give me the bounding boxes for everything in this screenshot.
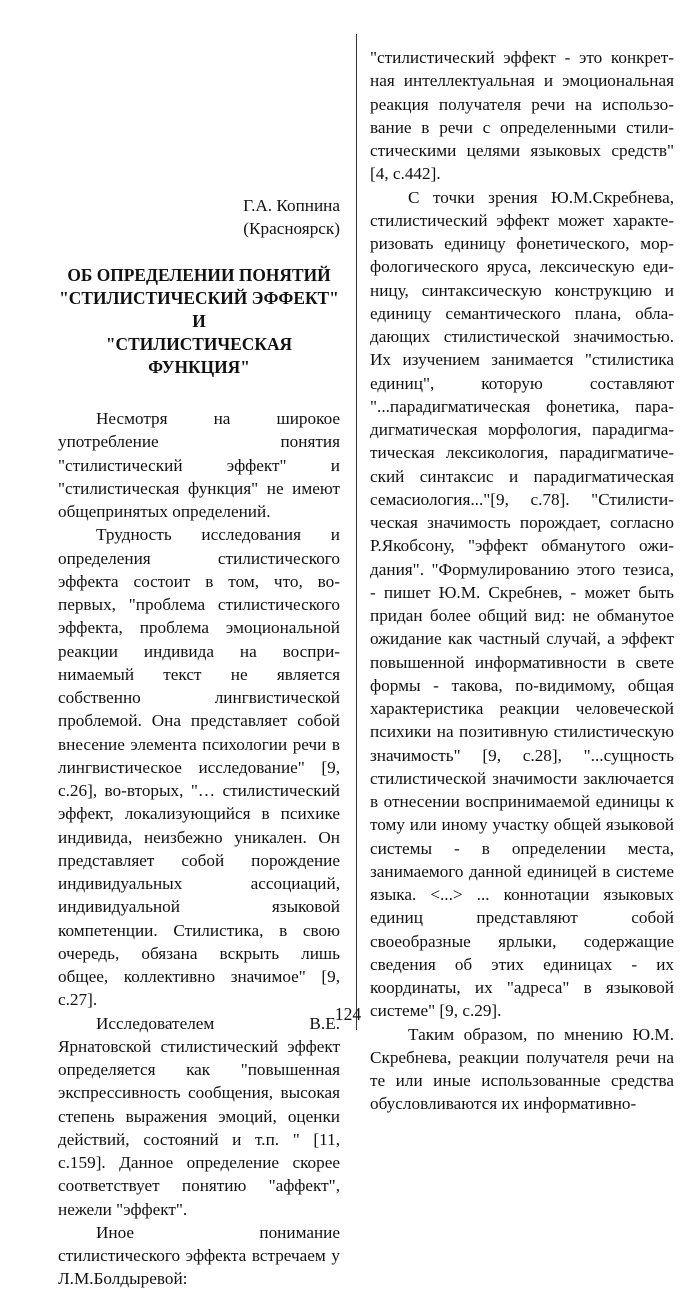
title-line-3: "СТИЛИСТИЧЕСКАЯ ФУНКЦИЯ" (105, 334, 293, 377)
title-line-1: ОБ ОПРЕДЕЛЕНИИ ПОНЯТИЙ (67, 265, 331, 285)
paragraph: Исследователем В.Е. Ярнатовской стилистический эффект определяется как "повышенная экспрессивность сообщения, высокая степень выражения эмоций, оценки действий, состояний и т.п. " [11, с.159]. Данное определение скорее соответствует понятию "аффект", нежели "эффект". (58, 1013, 340, 1219)
paragraph: Иное понимание стилистического эффекта встречаем у Л.М.Болдыревой: (58, 1222, 340, 1289)
article-title (58, 264, 340, 379)
paragraph: Трудность исследования и определения стилистического эффекта состоит в том, что, во-первых, "проблема стилистического эффекта, проблема эмоциональной реакции индивида на воспринимаемый текст не является собственно лингвистической проблемой. Она представляет собой внесение элемента психологии речи в лингвистическое исследование" [9, с.26], во-вторых, "… стилистический эффект, локализующийся в психике индивида, неизбежно уникален. Он представляет собой порождение индивидуальных ассоциаций, индивидуальной языковой компетенции. Стилистика, в свою очередь, обязана вскрыть лишь общее, коллективно значимое" [9, с.27]. (58, 525, 340, 1010)
paragraph: "стилистический эффект - это конкретная интеллектуальная и эмоциональная реакция получателя речи на использование в речи с определенными стилистическими целями языковых средств" [4, с.442]. (370, 48, 674, 184)
author-city: (Красноярск) (243, 219, 340, 238)
column-divider (356, 34, 357, 1030)
paragraph: Несмотря на широкое употребление понятия "стилистический эффект" и "стилистическая функция" не имеют общепринятых определений. (58, 409, 340, 521)
author-name: Г.А. Копнина (243, 196, 340, 215)
title-line-2: "СТИЛИСТИЧЕСКИЙ ЭФФЕКТ" И (59, 288, 339, 331)
left-column (58, 44, 340, 1289)
paragraph: С точки зрения Ю.М.Скребнева, стилистический эффект может характеризовать единицу фонетического, морфологического яруса, лексическую единицу, синтаксическую конструкцию и единицу семантического плана, обладающих стилистической значимостью. Их изучением занимается "стилистика единиц", которую составляют "...парадигматическая фонетика, парадигматическая морфология, парадигматическая лексикология, парадигматический синтаксис и парадигматическая семасиология..."[9, с.78]. "Стилистическая значимость порождает, согласно Р.Якобсону, "эффект обманутого ожидания". "Формулированию этого тезиса, - пишет Ю.М. Скребнев, - может быть придан более общий вид: не обманутое ожидание как частный случай, а эффект повышенной информативности в свете формы - такова, по-видимому, общая характеристика реакции человеческой психики на позитивную стилистическую значимость" [9, с.28], "...сущность стилистической значимости заключается в отнесении воспринимаемой единицы к тому или иному участку общей языковой системы - в определении места, занимаемого данной единицей в системе языка. <...> ... коннотации языковых единиц представляют собой своеобразные ярлыки, содержащие сведения об этих единицах - их координаты, их "адреса" в языковой системе" [9, с.29]. (370, 187, 674, 1021)
author-block (58, 194, 340, 240)
right-column (370, 46, 674, 1114)
page-number: 124 (334, 1004, 362, 1024)
paragraph: Таким образом, по мнению Ю.М. Скребнева, реакции получателя речи на те или иные использованные средства обусловливаются их информативно- (370, 1024, 674, 1114)
